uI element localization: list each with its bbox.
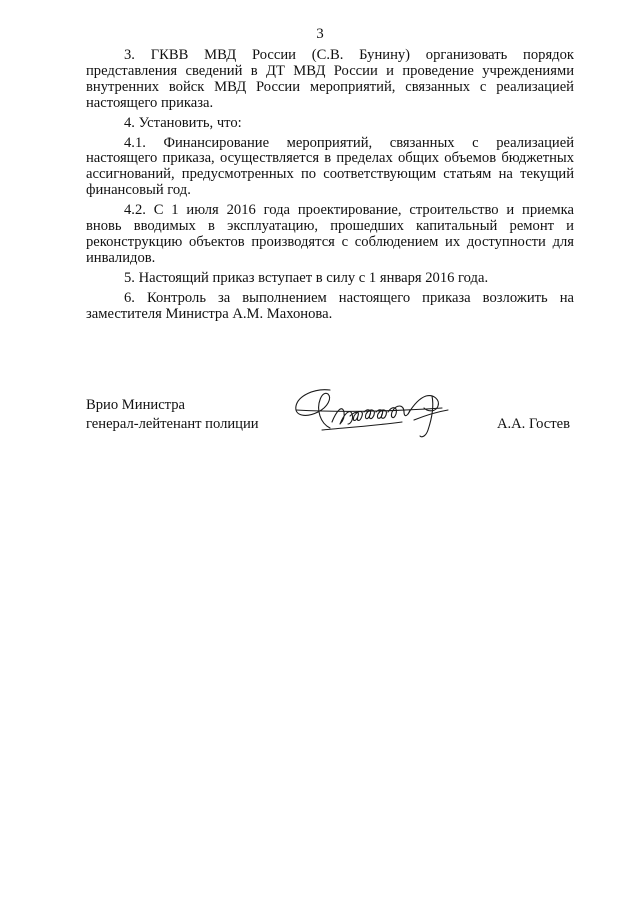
- paragraph-6: 6. Контроль за выполнением настоящего приказа возложить на заместителя Министра А.М. Махонова.: [86, 289, 574, 322]
- signatory-name: А.А. Гостев: [496, 416, 570, 432]
- signatory-position-line1: Врио Министра: [86, 397, 185, 413]
- paragraph-3: 3. ГКВВ МВД России (С.В. Бунину) организовать порядок представления сведений в ДТ МВД России и проведение учреждениями внутренних войск МВД России мероприятий, связанных с реализацией настоящего приказа.: [86, 47, 574, 111]
- handwritten-signature: [292, 382, 468, 440]
- signatory-position-line2: генерал-лейтенант полиции: [86, 416, 259, 432]
- signature-block: [86, 396, 574, 446]
- paragraph-4: 4. Установить, что:: [124, 114, 242, 131]
- page-number: 3: [316, 26, 324, 42]
- paragraph-4-2: 4.2. С 1 июля 2016 года проектирование, строительство и приемка вновь вводимых в эксплуатацию, прошедших капитальный ремонт и реконструкцию объектов производятся с соблюдением их доступности для инвалидов.: [86, 202, 574, 266]
- document-body: [86, 48, 574, 327]
- paragraph-5: 5. Настоящий приказ вступает в силу с 1 января 2016 года.: [124, 269, 489, 286]
- signatory-position: [86, 396, 259, 434]
- paragraph-4-1: 4.1. Финансирование мероприятий, связанных с реализацией настоящего приказа, осуществляется в пределах общих объемов бюджетных ассигнований, предусмотренных по соответствующим статьям на текущий финансовый год.: [86, 134, 574, 199]
